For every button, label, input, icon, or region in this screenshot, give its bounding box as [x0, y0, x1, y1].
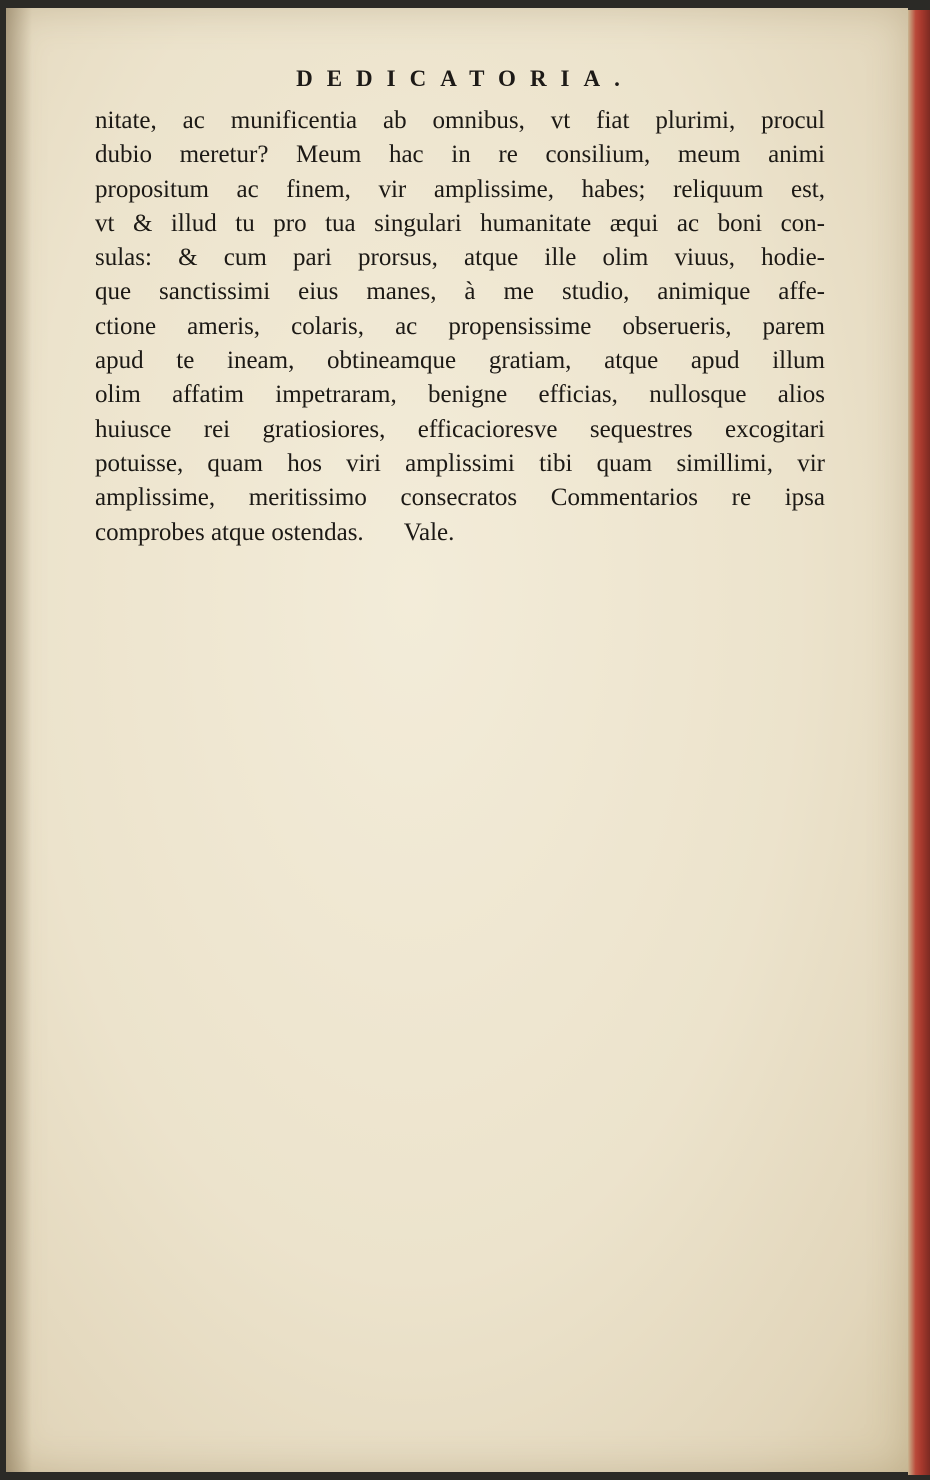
- gutter-shadow: [6, 8, 32, 1472]
- text-line-6: que sanctissimi eius manes, à me studio, animique affe-: [95, 278, 825, 306]
- valediction: Vale.: [403, 518, 455, 546]
- text-line-3: propositum ac finem, vir amplissime, habes; reliquum est,: [95, 175, 825, 203]
- text-line-11: potuisse, quam hos viri amplissimi tibi quam simillimi, vir: [95, 449, 825, 477]
- dedication-text: [95, 104, 825, 550]
- book-fore-edge: [908, 10, 930, 1475]
- text-line-5: sulas: & cum pari prorsus, atque ille olim viuus, hodie-: [95, 244, 825, 272]
- text-line-10: huiusce rei gratiosiores, efficacioresve sequestres excogitari: [95, 415, 825, 443]
- text-line-2: dubio meretur? Meum hac in re consilium, meum animi: [95, 141, 825, 169]
- text-line-12: amplissime, meritissimo consecratos Commentarios re ipsa: [95, 484, 825, 512]
- running-head: DEDICATORIA.: [296, 66, 634, 91]
- text-line-1: nitate, ac munificentia ab omnibus, vt fiat plurimi, procul: [95, 107, 825, 134]
- text-line-7: ctione ameris, colaris, ac propensissime obserueris, parem: [95, 312, 825, 340]
- text-line-8: apud te ineam, obtineamque gratiam, atque apud illum: [95, 347, 825, 375]
- text-line-4: vt & illud tu pro tua singulari humanitate æqui ac boni con-: [95, 209, 825, 237]
- bleed-through-texture: [150, 560, 810, 1380]
- text-line-13: [95, 516, 825, 550]
- text-line-9: olim affatim impetraram, benigne efficias, nullosque alios: [95, 381, 825, 409]
- closing-phrase: comprobes atque ostendas.: [95, 518, 364, 546]
